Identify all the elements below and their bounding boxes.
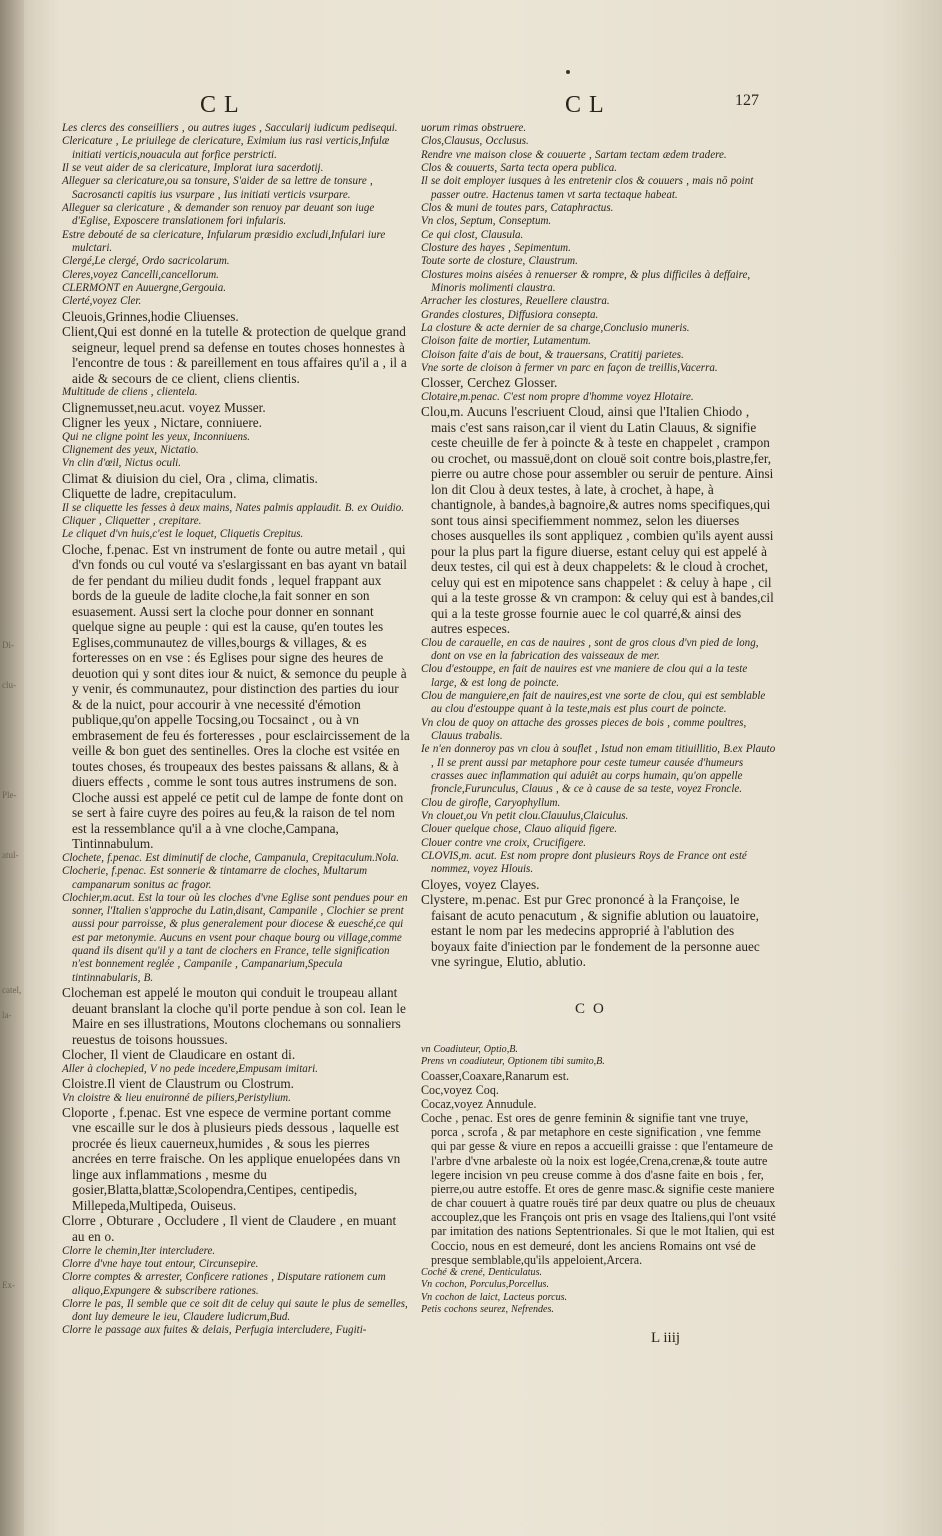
- left-column: [62, 122, 412, 1338]
- dictionary-entry: Cloyes, voyez Clayes.: [421, 876, 540, 892]
- dictionary-entry: La closture & acte dernier de sa charge,Conclusio muneris.: [421, 321, 690, 334]
- dictionary-entry: Clou de carauelle, en cas de nauires , sont de gros clous d'vn pied de long, dont on vse en la fabrication des vaisseaux de mer.: [421, 636, 759, 663]
- dictionary-entry: Vn cloistre & lieu enuironné de piliers,Peristylium.: [62, 1091, 291, 1104]
- dictionary-entry: Alleguer sa clericature , & demander son renuoy par deuant son iuge d'Eglise, Exposcere translationem fori infularis.: [62, 201, 375, 228]
- dictionary-entry: Coc,voyez Coq.: [421, 1082, 499, 1097]
- margin-note: Ex-: [2, 1280, 15, 1290]
- dictionary-entry: Clerté,voyez Cler.: [62, 295, 142, 308]
- signature-mark: L iiij: [651, 1330, 681, 1346]
- margin-note: clu-: [2, 680, 16, 690]
- dictionary-entry: Clochier,m.acut. Est la tour où les cloches d'vne Eglise sont pendues pour en sonner, l'Italien s'approche du Latin,disant, Campanile , Clochier se prent aussi pour parroisse, & plus generalement pour diocese & euesché,ce qui est par metonymie. Aucuns en vsent pour chaque bourg ou village,comme quand ils disent qu'il y a tant de clochers en France, telle signification n'est bonnement reglée , Campanile , Campanarium,Specula tintinnabularis, B.: [62, 891, 408, 984]
- margin-note: Di-: [2, 640, 14, 650]
- dictionary-entry: Clou de girofle, Caryophyllum.: [421, 796, 561, 809]
- dictionary-entry: Coasser,Coaxare,Ranarum est.: [421, 1068, 570, 1083]
- dictionary-entry: Climat & diuision du ciel, Ora , clima, climatis.: [62, 470, 318, 486]
- page-dot: [566, 70, 570, 74]
- dictionary-entry: Clignement des yeux, Nictatio.: [62, 443, 199, 456]
- dictionary-entry: Clotaire,m.penac. C'est nom propre d'homme voyez Hlotaire.: [421, 390, 694, 403]
- dictionary-entry: Il se cliquette les fesses à deux mains, Nates palmis applaudit. B. ex Ouidio.: [62, 501, 404, 514]
- dictionary-entry: Alleguer sa clericature,ou sa tonsure, S'aider de sa lettre de tonsure , Sacrosancti capitis ius vsurpare , Ius initiati verticis vsurpare.: [62, 175, 373, 201]
- dictionary-entry: Clouer quelque chose, Clauo aliquid figere.: [421, 823, 618, 836]
- dictionary-entry: Cleuois,Grinnes,hodie Cliuenses.: [62, 308, 239, 324]
- dictionary-entry: Closser, Cerchez Glosser.: [421, 375, 558, 391]
- dictionary-entry: Cocaz,voyez Annudule.: [421, 1096, 537, 1111]
- dictionary-entry: Clericature , Le priuilege de clericature, Eximium ius rasi verticis,Infulæ initiati verticis,nouacula aut forfice perstricti.: [62, 135, 390, 161]
- dictionary-entry: Cleres,voyez Cancelli,cancellorum.: [62, 268, 219, 281]
- dictionary-entry: Grandes clostures, Diffusiora consepta.: [421, 308, 599, 321]
- dictionary-entry: Vn cochon de laict, Lacteus porcus.: [421, 1291, 568, 1303]
- dictionary-entry: Coche , penac. Est ores de genre feminin & signifie tant vne truye, porca , scrofa , & par metaphore en ceste signification , vne femme qui par gesse & viure en repos a accueilli graisse : que l'entameure de l'arbre d'vne arbaleste où la noix est logée,Crena,crenæ,& toute autre legere incision vn peu creuse comme à dos d'asne faite en bois , fer, pierre,ou autre estoffe. Et ores de genre masc.& signifie ceste maniere de char couuert à quatre rouës tiré par deux quatre ou plus de cheuaux accouplez,que les François ont pris en vsage des Italiens,qui l'ont vsité par imitation des nations Septentrionales. Si que le mot Italien, qui est Coccio, nous en est demeuré, dont les anciens Romains ont vsé de presque semblable,qu'ils appeloient,Arcera.: [421, 1111, 776, 1267]
- dictionary-entry: Clostures moins aisées à renuerser & rompre, & plus difficiles à deffaire, Minoris molimenti claustra.: [421, 268, 751, 294]
- dictionary-entry: Vn clou de quoy on attache des grosses pieces de bois , comme poultres, Clauus trabalis.: [421, 716, 747, 743]
- dictionary-entry: Prens vn coadiuteur, Optionem tibi sumito,B.: [421, 1056, 605, 1068]
- dictionary-entry: Clorre le chemin,Iter intercludere.: [62, 1244, 216, 1257]
- section-heading-co: CO: [575, 1001, 612, 1017]
- dictionary-entry: Toute sorte de closture, Claustrum.: [421, 255, 578, 268]
- dictionary-entry: CLERMONT en Auuergne,Gergouia.: [62, 281, 227, 294]
- margin-note: la-: [2, 1010, 12, 1020]
- dictionary-entry: Vn clin d'œil, Nictus oculi.: [62, 457, 181, 470]
- dictionary-entry: Multitude de cliens , clientela.: [62, 386, 198, 399]
- dictionary-entry: CLOVIS,m. acut. Est nom propre dont plusieurs Roys de France ont esté nommez, voyez Hlouis.: [421, 850, 747, 876]
- dictionary-entry: Clorre d'vne haye tout entour, Circunsepire.: [62, 1257, 259, 1270]
- dictionary-entry: Cloporte , f.penac. Est vne espece de vermine portant comme vne escaille sur le dos à plusieurs pieds dessous , laquelle est procrée és lieux cauerneux,humides , & sous les pierres ancrées en terre fraische. On les applique enuelopées dans vn linge aux inflammations , mesme du gosier,Blatta,blattæ,Scolopendra,Centipes, centipedis, Millepeda,Multipeda, Ouiseus.: [62, 1104, 401, 1213]
- dictionary-entry: Clou d'estouppe, en fait de nauires est vne maniere de clou qui a la teste large, & est long de poincte.: [421, 663, 748, 689]
- dictionary-entry: Coché & crené, Denticulatus.: [421, 1266, 543, 1278]
- dictionary-entry: Clou,m. Aucuns l'escriuent Cloud, ainsi que l'Italien Chiodo , mais c'est sans raison,car il vient du Latin Clauus, & signifie ceste cheuille de fer à poincte & à teste en chappelet , crampon ou crochet, ou massuë,dont on clouë soit contre bois,plastre,fer, pierre ou autre chose pour assembler ou seruir de penture. Ainsi lon dit Clou à deux testes, à late, à crochet, à hape, à chantignole, à bandes,à bagnoire,& autres noms specifiques,qui sont tous ainsi specifiemment nommez, selon les diuerses choses ausquelles ils sont appliquez , combien qu'ils ayent aussi pour la plus part la figure diuerse, estant celuy qui est appelé à deux testes, cil qui est à deux chappelets: & le cloud à crochet, celuy qui est en mipotence sans chappelet : & celuy à hape , cil qui a la teste grosse & vn crampon: & celuy qui est à bandes,cil qui a la teste grosse fournie auec le col quarré,& ainsi des autres especes.: [421, 404, 774, 637]
- running-head-left: CL: [200, 92, 247, 118]
- dictionary-entry: Clorre le passage aux fuites & delais, Perfugia intercludere, Fugiti-: [62, 1324, 367, 1337]
- dictionary-entry: Il se veut aider de sa clericature, Implorat iura sacerdotij.: [62, 161, 324, 174]
- dictionary-entry: Ce qui clost, Clausula.: [421, 228, 524, 241]
- dictionary-entry: Cligner les yeux , Nictare, conniuere.: [62, 415, 262, 431]
- dictionary-entry: Clergé,Le clergé, Ordo sacricolarum.: [62, 255, 230, 268]
- dictionary-entry: Clocher, Il vient de Claudicare en ostant di.: [62, 1047, 296, 1063]
- dictionary-entry: Clystere, m.penac. Est pur Grec prononcé à la Françoise, le faisant de acuto penacutum , & signifie ablution ou lauatoire, estant le nom par les medecins approprié à l'ablution des boyaux faite d'iniection par le fondement de la personne auec vne syringue, Elutio, ablutio.: [421, 892, 760, 970]
- dictionary-entry: Clou de manguiere,en fait de nauires,est vne sorte de clou, qui est semblable au clou d'estouppe quant à la teste,mais est plus court de poincte.: [421, 690, 766, 716]
- dictionary-entry: Clorre le pas, Il semble que ce soit dit de celuy qui saute le plus de semelles, dont luy demeure le ieu, Claudere ludicrum,Bud.: [62, 1297, 408, 1324]
- dictionary-entry: Vn cochon, Porculus,Porcellus.: [421, 1279, 549, 1291]
- right-column: [421, 122, 776, 970]
- margin-note: atul-: [2, 850, 19, 860]
- dictionary-entry: Cloison faite de mortier, Lutamentum.: [421, 335, 591, 348]
- running-head-right: CL: [565, 92, 612, 118]
- dictionary-entry: Clos,Clausus, Occlusus.: [421, 135, 529, 148]
- dictionary-entry: Il se doit employer iusques à les entretenir clos & couuers , mais nō point passer outre. Hactenus tamen vt sarta tectaque habeat.: [421, 175, 754, 201]
- dictionary-entry: Estre debouté de sa clericature, Infularum præsidio excludi,Infulari iure mulctari.: [62, 228, 386, 254]
- dictionary-entry: Cliquer , Cliquetter , crepitare.: [62, 514, 202, 527]
- dictionary-entry: Le cliquet d'vn huis,c'est le loquet, Cliquetis Crepitus.: [62, 528, 304, 541]
- margin-note: Ple-: [2, 790, 17, 800]
- dictionary-entry: Les clercs des conseilliers , ou autres iuges , Saccularij iudicum pedisequi.: [62, 122, 398, 134]
- binding-gutter: [0, 0, 24, 1536]
- dictionary-entry: Arracher les clostures, Reuellere claustra.: [421, 295, 610, 308]
- dictionary-entry: Clochete, f.penac. Est diminutif de cloche, Campanula, Crepitaculum.Nola.: [62, 851, 400, 864]
- dictionary-entry: Cliquette de ladre, crepitaculum.: [62, 486, 237, 502]
- dictionary-entry: Cloistre.Il vient de Claustrum ou Clostrum.: [62, 1076, 294, 1092]
- co-entries: [421, 1044, 776, 1316]
- dictionary-entry: Ie n'en donneroy pas vn clou à souflet , Istud non emam titiuillitio, B.ex Plauto , Il se prent aussi par metaphore pour ceste tumeur causée d'humeurs crasses auec inflammation qui aduiêt au corps humain, qu'on appelle froncle,Furunculus, Clauus , & ce à cause de sa teste, voyez Froncle.: [421, 743, 776, 796]
- dictionary-entry: Clos & muni de toutes pars, Cataphractus.: [421, 201, 614, 214]
- dictionary-entry: Vn clouet,ou Vn petit clou.Clauulus,Claiculus.: [421, 810, 629, 823]
- dictionary-entry: Closture des hayes , Sepimentum.: [421, 241, 571, 254]
- dictionary-entry: Client,Qui est donné en la tutelle & protection de quelque grand seigneur, lequel prend sa defense en toutes choses honnestes à l'encontre de tous : & pareillement en tous affaires qu'il a , il a aide & secours de ce client, cliens clientis.: [62, 324, 407, 386]
- dictionary-entry: Rendre vne maison close & couuerte , Sartam tectam ædem tradere.: [421, 148, 727, 161]
- dictionary-entry: Qui ne cligne point les yeux, Inconniuens.: [62, 430, 251, 443]
- dictionary-entry: Petis cochons seurez, Nefrendes.: [421, 1303, 554, 1315]
- dictionary-entry: Clos & couuerts, Sarta tecta opera publica.: [421, 161, 618, 174]
- dictionary-entry: Clocherie, f.penac. Est sonnerie & tintamarre de cloches, Multarum campanarum sonitus ac fragor.: [62, 865, 368, 891]
- dictionary-entry: Cloche, f.penac. Est vn instrument de fonte ou autre metail , qui d'vn fonds ou cul vouté va s'eslargissant en bas ayant vn batail de fer pendant du milieu dudit fonds , lequel frappant aux bords de la gueule de ladite cloche,la fait sonner en son esuasement. Aussi sert la cloche pour donner en sonnant quelque signe au peuple : qui est la cause, qu'en toutes les Eglises,communautez de villes,bourgs & villages, & es forteresses on en vse : és Eglises pour signe des heures de deuotion qui y sont dites iour & nuict, & semonce du peuple à y venir, és communautez, pour distinction des parties du iour & de la nuict, pour accourir à vne necessité d'émotion publique,qu'on appelle Tocsing,ou Tocsainct , ou à vn embrasement de feu és forteresses , pour esclaircissement de la veille & bon guet des sentinelles. Ores la cloche est vsitée en toutes choses, és troupeaux des bestes paissans & allans, & à diuers effects , comme le sont tous autres instrumens de son. Cloche aussi est appelé ce petit cul de lampe de fonte dont on se sert à faire cuyre des poires au feu,& la raison de tel nom est la ressemblance qu'il a à vne cloche,Campana, Tintinnabulum.: [62, 541, 410, 852]
- dictionary-entry: Vne sorte de cloison à fermer vn parc en façon de treillis,Vacerra.: [421, 361, 718, 374]
- dictionary-entry: Vn clos, Septum, Conseptum.: [421, 215, 552, 228]
- dictionary-entry: Clorre , Obturare , Occludere , Il vient de Claudere , en muant au en o.: [62, 1213, 397, 1244]
- margin-note: catel,: [2, 985, 22, 995]
- dictionary-entry: Aller à clochepied, V no pede incedere,Empusam imitari.: [62, 1062, 318, 1075]
- dictionary-entry: Clignemusset,neu.acut. voyez Musser.: [62, 399, 266, 415]
- dictionary-entry: uorum rimas obstruere.: [421, 122, 527, 134]
- folio-number: 127: [735, 92, 759, 109]
- dictionary-entry: Clorre comptes & arrester, Conficere rationes , Disputare rationem cum aliquo,Expungere & subscribere rationes.: [62, 1271, 386, 1297]
- dictionary-entry: vn Coadiuteur, Optio,B.: [421, 1044, 518, 1055]
- dictionary-entry: Clouer contre vne croix, Crucifigere.: [421, 836, 586, 849]
- dictionary-entry: Cloison faite d'ais de bout, & trauersans, Cratitij parietes.: [421, 348, 684, 361]
- dictionary-entry: Clocheman est appelé le mouton qui conduit le troupeau allant deuant branslant la cloche qu'il porte pendue à son col. Iean le Maire en ses illustrations, Moutons clochemans ou sonnaliers reuestus de toisons houssues.: [62, 985, 406, 1047]
